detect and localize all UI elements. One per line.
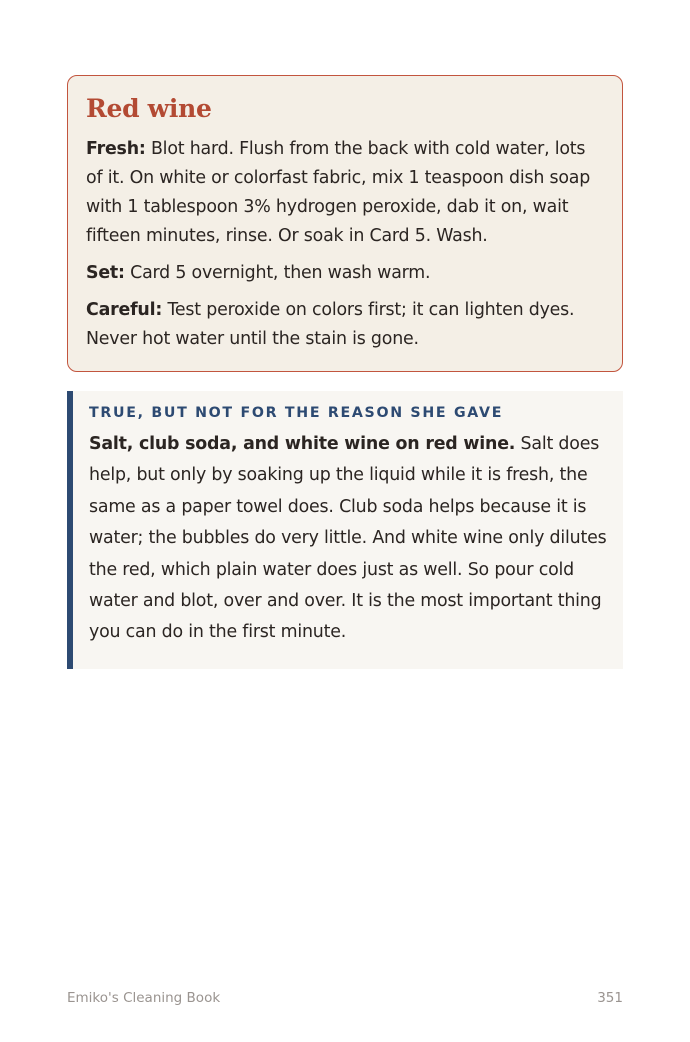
section-text: Blot hard. Flush from the back with cold water, lots of it. On white or colorfast fabric, mix 1 teaspoon dish soap with 1 tablespoon 3% hydrogen peroxide, dab it on, wait fifteen minutes, rinse. Or soak in Card 5. Wash. xyxy=(86,139,591,246)
section-text: Card 5 overnight, then wash warm. xyxy=(124,263,431,283)
callout-lead: Salt, club soda, and white wine on red wine. xyxy=(89,434,516,454)
callout-kicker: TRUE, BUT NOT FOR THE REASON SHE GAVE xyxy=(89,405,504,421)
card-section-set xyxy=(86,259,604,288)
red-wine-card xyxy=(67,75,623,372)
section-label: Fresh: xyxy=(86,139,146,159)
card-section-fresh xyxy=(86,135,604,251)
section-label: Set: xyxy=(86,263,125,283)
callout-text: Salt does help, but only by soaking up the liquid while it is fresh, the same as a paper towel does. Club soda helps because it is water; the bubbles do very little. And white wine only dilutes the red, which plain water does just as well. So pour cold water and blot, over and over. It is the most important thing you can do in the first minute. xyxy=(89,434,607,643)
card-section-careful xyxy=(86,296,604,354)
card-title: Red wine xyxy=(86,94,212,123)
callout-body xyxy=(89,429,607,649)
page-footer xyxy=(67,990,623,1006)
section-label: Careful: xyxy=(86,300,163,320)
page-number: 351 xyxy=(597,990,623,1006)
myth-callout xyxy=(67,391,623,669)
section-text: Test peroxide on colors first; it can lighten dyes. Never hot water until the stain is gone. xyxy=(86,300,575,349)
book-title: Emiko's Cleaning Book xyxy=(67,990,221,1006)
